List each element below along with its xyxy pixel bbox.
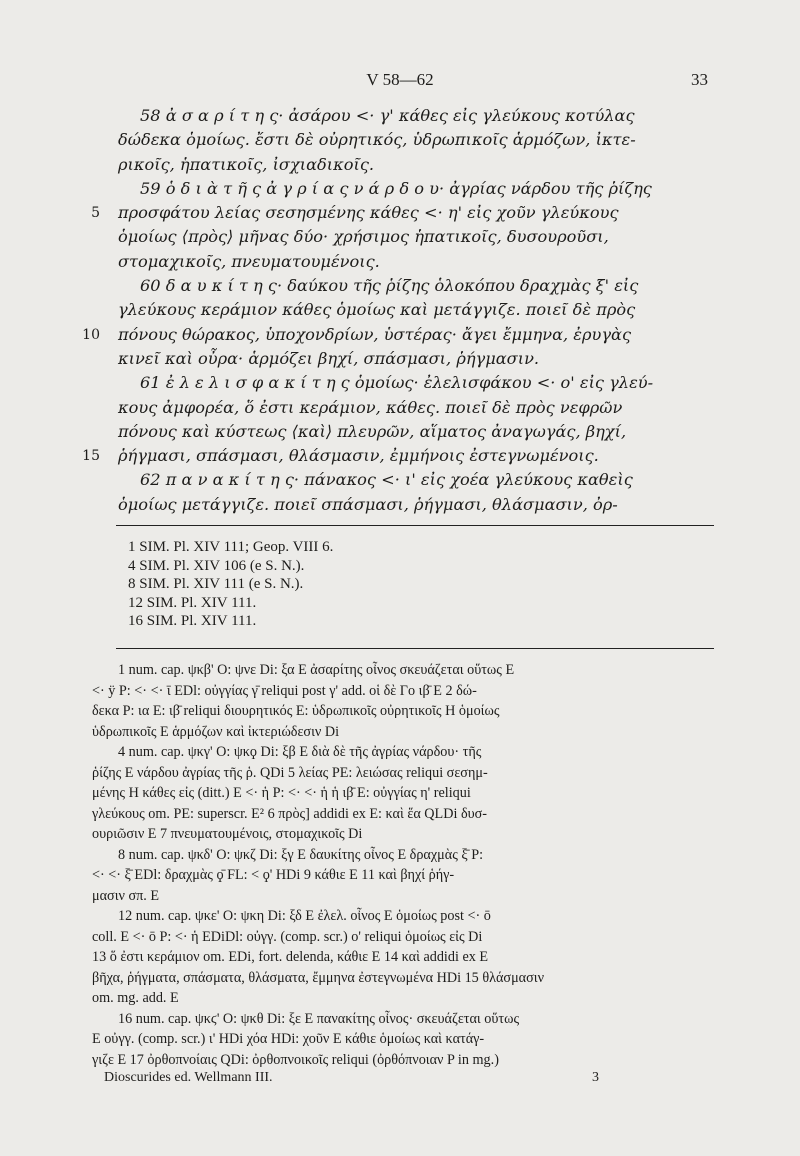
apparatus-text: γλεύκους om. PE: superscr. E² 6 πρὸς] addidi ex E: καὶ ἕα QLDi δυσ-	[92, 805, 488, 822]
apparatus-text: E οὐγγ. (comp. scr.) ι' HDi χόα HDi: χοῦν E κάθιε ὁμοίως καὶ κατάγ-	[92, 1031, 485, 1047]
line-text: κινεῖ καὶ οὖρα· ἁρμόζει βηχί, σπάσμασι, ῥήγμασιν.	[118, 348, 540, 368]
page-number: 33	[691, 70, 708, 89]
line-text: 58 ἀ σ α ρ ί τ η ς· ἀσάρου <· γ' κάθες εἰς γλεύκους κοτύλας	[140, 106, 635, 125]
apparatus-text: 13 ὅ ἐστι κεράμιον om. EDi, fort. delenda, κάθιε E 14 καὶ addidi ex E	[92, 949, 489, 965]
line-text: ῥήγμασι, σπάσμασι, θλάσμασιν, ἐμμήνοις ἐστεγνωμένοις.	[118, 446, 599, 466]
line-text: 60 δ α υ κ ί τ η ς· δαύκου τῆς ῥίζης ὁλοκόπου δραχμὰς ξ' εἰς	[140, 276, 639, 296]
apparatus-text: ῥίζης E νάρδου ἀγρίας τῆς ῥ. QDi 5 λείας PE: λειώσας reliqui σεσημ-	[92, 764, 488, 781]
apparatus-text: 16 num. cap. ψκϛ' O: ψκθ Di: ξε E πανακίτης οἶνος· σκευάζεται οὕτως	[118, 1010, 520, 1027]
page-footer	[0, 1070, 800, 1090]
text-line	[0, 201, 800, 225]
line-text: γλεύκους κεράμιον κάθες ὁμοίως καὶ μετάγγιζε. ποιεῖ δὲ πρὸς	[118, 300, 636, 320]
apparatus-text: 4 num. cap. ψκγ' O: ψκϙ Di: ξβ E διὰ δὲ τῆς ἀγρίας νάρδου· τῆς	[118, 744, 482, 760]
apparatus-line	[0, 968, 800, 989]
line-number: 15	[82, 448, 100, 465]
line-text: ὁμοίως μετάγγιζε. ποιεῖ σπάσμασι, ῥήγμασι, θλάσμασιν, ὀρ-	[118, 494, 618, 514]
apparatus-line	[0, 783, 800, 804]
line-number: 10	[82, 326, 100, 343]
apparatus-line	[0, 1009, 800, 1030]
text-line	[0, 225, 800, 249]
apparatus-text: coll. E <· ō P: <· ἡ EDiDl: οὐγγ. (comp. scr.) ο' reliqui ὁμοίως εἰς Di	[92, 928, 483, 945]
apparatus-text: <· <· ξ̄ EDl: δραχμὰς ϙ̄ FL: < ϙ' HDi 9 κάθιε E 11 καὶ βηχί ῥήγ-	[92, 867, 455, 883]
footer-edition: Dioscurides ed. Wellmann III.	[104, 1070, 273, 1085]
line-text: κους ἀμφορέα, ὅ ἐστι κεράμιον, κάθες. ποιεῖ δὲ πρὸς νεφρῶν	[118, 397, 623, 417]
apparatus-line	[0, 865, 800, 886]
apparatus-text: μένης H κάθες εἰς (ditt.) E <· ἡ P: <· <· ἡ ἡ ιβ̄ E: οὐγγίας η' reliqui	[92, 785, 471, 801]
apparatus-line	[0, 681, 800, 702]
apparatus-line	[0, 886, 800, 907]
apparatus-line	[0, 927, 800, 948]
divider-apparatus	[116, 648, 714, 649]
text-line	[0, 274, 800, 298]
line-text: δώδεκα ὁμοίως. ἔστι δὲ οὐρητικός, ὑδρωπικοῖς ἁρμόζων, ἰκτε-	[118, 130, 636, 150]
text-line	[0, 493, 800, 517]
text-line	[0, 444, 800, 468]
running-header	[0, 70, 800, 94]
divider-sources	[116, 525, 714, 526]
line-text: 61 ἐ λ ε λ ι σ φ α κ ί τ η ς ὁμοίως· ἐλελισφάκου <· ο' εἰς γλεύ-	[140, 373, 654, 393]
text-line	[0, 371, 800, 395]
line-text: πόνους καὶ κύστεως ⟨καὶ⟩ πλευρῶν, αἵματος ἀναγωγάς, βηχί,	[118, 421, 627, 441]
apparatus-text: 1 num. cap. ψκβ' O: ψνε Di: ξα E ἀσαρίτης οἶνος σκευάζεται οὕτως E	[118, 662, 515, 678]
section-range: V 58—62	[366, 70, 434, 89]
text-line	[0, 104, 800, 128]
line-text: ρικοῖς, ἡπατικοῖς, ἰσχιαδικοῖς.	[118, 154, 375, 174]
text-line	[0, 153, 800, 177]
apparatus-text: ουριῶσιν E 7 πνευματουμένοις, στομαχικοῖς Di	[92, 826, 363, 842]
apparatus-text: ὑδρωπικοῖς E ἁρμόζων καὶ ἰκτεριώδεσιν Di	[92, 723, 340, 740]
critical-apparatus	[0, 660, 800, 1070]
line-number: 5	[91, 205, 100, 222]
apparatus-text: μασιν σπ. E	[92, 887, 160, 904]
apparatus-text: 8 num. cap. ψκδ' O: ψκζ Di: ξγ E δαυκίτης οἶνος E δραχμὰς ξ̄ P:	[118, 846, 484, 863]
source-line: 16 SIM. Pl. XIV 111.	[128, 613, 257, 630]
text-line	[0, 298, 800, 322]
apparatus-line	[0, 824, 800, 845]
apparatus-line	[0, 906, 800, 927]
source-line: 12 SIM. Pl. XIV 111.	[128, 594, 257, 611]
apparatus-line	[0, 701, 800, 722]
apparatus-line	[0, 722, 800, 743]
line-text: 59 ὁ δ ι ὰ τ ῆ ς ἀ γ ρ ί α ς ν ά ρ δ ο υ· ἀγρίας νάρδου τῆς ῥίζης	[140, 178, 652, 198]
main-text	[0, 104, 800, 517]
source-line: 4 SIM. Pl. XIV 106 (e S. N.).	[128, 557, 305, 574]
text-line	[0, 468, 800, 492]
apparatus-line	[0, 763, 800, 784]
text-line	[0, 128, 800, 152]
apparatus-line	[0, 804, 800, 825]
line-text: στομαχικοῖς, πνευματουμένοις.	[118, 251, 380, 271]
apparatus-line	[0, 988, 800, 1009]
text-line	[0, 347, 800, 371]
apparatus-line	[0, 845, 800, 866]
source-references	[128, 538, 333, 631]
source-line: 1 SIM. Pl. XIV 111; Geop. VIII 6.	[128, 539, 334, 555]
source-line: 8 SIM. Pl. XIV 111 (e S. N.).	[128, 576, 304, 593]
apparatus-line	[0, 947, 800, 968]
apparatus-text: δεκα P: ια E: ιβ̄ reliqui διουρητικός E: ὑδρωπικοῖς οὐρητικοῖς H ὁμοίως	[92, 703, 500, 719]
line-text: πόνους θώρακος, ὑποχονδρίων, ὑστέρας· ἄγει ἔμμηνα, ἐρυγὰς	[118, 324, 632, 344]
text-line	[0, 420, 800, 444]
line-text: 62 π α ν α κ ί τ η ς· πάνακος <· ι' εἰς χοέα γλεύκους καθεὶς	[140, 470, 633, 490]
text-line	[0, 396, 800, 420]
apparatus-text: <· ÿ P: <· <· ῑ EDl: οὐγγίας γ̄ reliqui post γ' add. οἱ δὲ Γο ιβ̄ E 2 δώ-	[92, 682, 477, 699]
apparatus-line	[0, 660, 800, 681]
apparatus-line	[0, 1050, 800, 1071]
line-text: προσφάτου λείας σεσησμένης κάθες <· η' εἰς χοῦν γλεύκους	[118, 203, 619, 223]
line-text: ὁμοίως ⟨πρὸς⟩ μῆνας δύο· χρήσιμος ἡπατικοῖς, δυσουροῦσι,	[118, 227, 609, 247]
footer-signature: 3	[592, 1070, 599, 1085]
apparatus-line	[0, 1029, 800, 1050]
apparatus-line	[0, 742, 800, 763]
apparatus-text: 12 num. cap. ψκε' O: ψκη Di: ξδ E ἐλελ. οἶνος E ὁμοίως post <· ō	[118, 908, 491, 924]
apparatus-text: γιζε E 17 ὀρθοπνοίαις QDi: ὀρθοπνοικοῖς reliqui (ὀρθόπνοιαν P in mg.)	[92, 1051, 499, 1068]
text-line	[0, 177, 800, 201]
text-line	[0, 323, 800, 347]
apparatus-text: om. mg. add. E	[92, 990, 179, 1006]
apparatus-text: βῆχα, ῥήγματα, σπάσματα, θλάσματα, ἔμμηνα ἐστεγνωμένα HDi 15 θλάσμασιν	[92, 969, 544, 986]
text-line	[0, 250, 800, 274]
